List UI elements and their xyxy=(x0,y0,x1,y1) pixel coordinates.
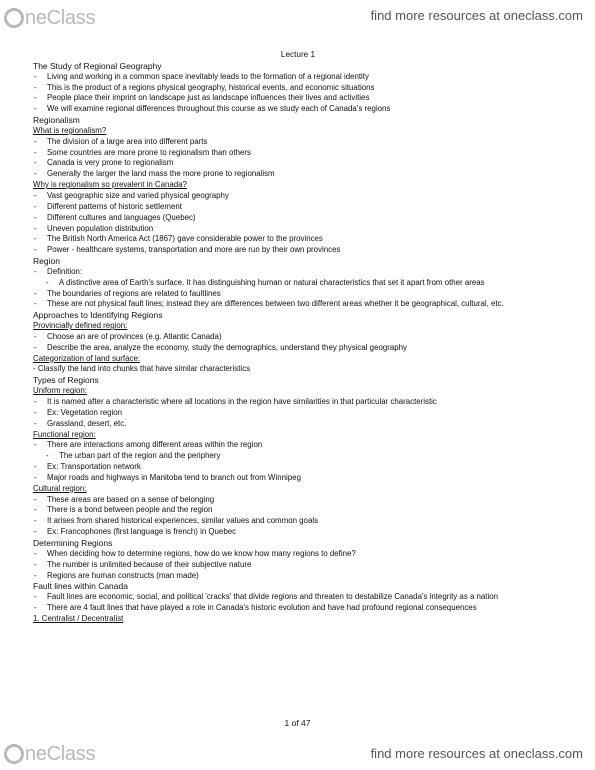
sub-bullet-item: ‐ A distinctive area of Earth's surface. It has distinguishing human or natural characteristics that set it apart from other areas xyxy=(33,278,563,289)
bullet-item: ‐ There are interactions among different areas within the region xyxy=(33,440,563,451)
bullet-item: ‐ We will examine regional differences throughout this course as we study each of Canada's regions xyxy=(33,104,563,115)
bullet-item: ‐ Choose an are of provinces (e.g. Atlantic Canada) xyxy=(33,332,563,343)
bullet-item: ‐ It is named after a characteristic where all locations in the region have similarities in that particular characteristic xyxy=(33,397,563,408)
text-line: - Classify the land into chunks that have similar characteristics xyxy=(33,364,251,374)
resources-link-footer[interactable]: find more resources at oneclass.com xyxy=(370,746,583,761)
subsection-heading: Functional region: xyxy=(33,429,96,439)
sub-bullet-item: ‐ The urban part of the region and the periphery xyxy=(33,451,563,462)
subsection-heading: Cultural region: xyxy=(33,483,87,493)
section-heading: Types of Regions xyxy=(33,375,99,386)
bullet-item: ‐ Generally the larger the land mass the more prone to regionalism xyxy=(33,169,563,180)
section-heading: The Study of Regional Geography xyxy=(33,60,162,71)
resources-link[interactable]: find more resources at oneclass.com xyxy=(370,8,583,23)
page-number: 1 of 47 xyxy=(284,718,311,728)
subsection-heading: 1. Centralist / Decentralist xyxy=(33,613,124,623)
logo-o-icon xyxy=(4,8,24,28)
section-heading: Approaches to Identifying Regions xyxy=(33,310,163,321)
subsection-heading: Provincially defined region: xyxy=(33,321,128,331)
logo-text: neClass xyxy=(25,6,96,29)
bullet-item: ‐ The boundaries of regions are related to faultlines xyxy=(33,289,563,300)
oneclass-logo[interactable] xyxy=(4,4,95,32)
subsection-heading: What is regionalism? xyxy=(33,125,107,135)
bullet-item: ‐ Fault lines are economic, social, and political 'cracks' that divide regions and threaten to destabilize Canada's integrity as a nation xyxy=(33,592,563,603)
bullet-item: ‐ Some countries are more prone to regionalism than others xyxy=(33,148,563,159)
logo-o-icon xyxy=(4,744,24,764)
bullet-item: ‐ Different cultures and languages (Quebec) xyxy=(33,213,563,224)
bullet-item: ‐ The division of a large area into different parts xyxy=(33,137,563,148)
bullet-item: ‐ People place their imprint on landscape just as landscape influences their lives and activities xyxy=(33,93,563,104)
bullet-item: ‐ The British North America Act (1867) gave considerable power to the provinces xyxy=(33,234,563,245)
bullet-item: ‐ Ex: Francophones (first language is french) in Quebec xyxy=(33,527,563,538)
section-heading: Regionalism xyxy=(33,115,80,126)
bullet-item: ‐ This is the product of a regions physical geography, historical events, and economic situations xyxy=(33,83,563,94)
bullet-item: ‐ Uneven population distribution xyxy=(33,224,563,235)
bullet-item: ‐ These are not physical fault lines; instead they are differences between two different areas whether it be geographical, cultural, etc. xyxy=(33,299,563,310)
bullet-item: ‐ When deciding how to determine regions, how do we know how many regions to define? xyxy=(33,549,563,560)
section-heading: Fault lines within Canada xyxy=(33,581,128,592)
section-heading: Region xyxy=(33,256,60,267)
document-lines xyxy=(33,61,563,625)
section-heading: Determining Regions xyxy=(33,537,113,548)
page-header xyxy=(0,0,595,36)
bullet-item: ‐ Different patterns of historic settlement xyxy=(33,202,563,213)
lecture-title: Lecture 1 xyxy=(280,50,316,59)
page-footer xyxy=(0,736,595,770)
bullet-item: ‐ The number is unlimited because of their subjective nature xyxy=(33,560,563,571)
bullet-item: ‐ Ex: Transportation network xyxy=(33,462,563,473)
bullet-item: ‐ It arises from shared historical experiences, similar values and common goals xyxy=(33,516,563,527)
bullet-item: ‐ Canada is very prone to regionalism xyxy=(33,158,563,169)
oneclass-logo-footer[interactable] xyxy=(4,740,95,768)
subsection-heading: Why is regionalism so prevalent in Canada? xyxy=(33,180,187,190)
bullet-item: ‐ There are 4 fault lines that have played a role in Canada's historic evolution and have had profound regional consequences xyxy=(33,603,563,614)
subsection-heading: Uniform region: xyxy=(33,386,87,396)
bullet-item: ‐ Vast geographic size and varied physical geography xyxy=(33,191,563,202)
bullet-item: ‐ Describe the area, analyze the economy, study the demographics, understand they physical geography xyxy=(33,343,563,354)
bullet-item: ‐ Power - healthcare systems, transportation and more are run by their own provinces xyxy=(33,245,563,256)
bullet-item: ‐ Grassland, desert, etc. xyxy=(33,419,563,430)
bullet-item: ‐ Living and working in a common space inevitably leads to the formation of a regional identity xyxy=(33,72,563,83)
bullet-item: ‐ Ex: Vegetation region xyxy=(33,408,563,419)
subsection-heading: Categorization of land surface: xyxy=(33,353,141,363)
logo-text: neClass xyxy=(25,742,96,765)
bullet-item: ‐ Major roads and highways in Manitoba tend to branch out from Winnipeg xyxy=(33,473,563,484)
bullet-item: ‐ These areas are based on a sense of belonging xyxy=(33,495,563,506)
document-body xyxy=(33,50,563,625)
bullet-item: ‐ Definition: xyxy=(33,267,563,278)
bullet-item: ‐ Regions are human constructs (man made) xyxy=(33,571,563,582)
bullet-item: ‐ There is a bond between people and the region xyxy=(33,505,563,516)
